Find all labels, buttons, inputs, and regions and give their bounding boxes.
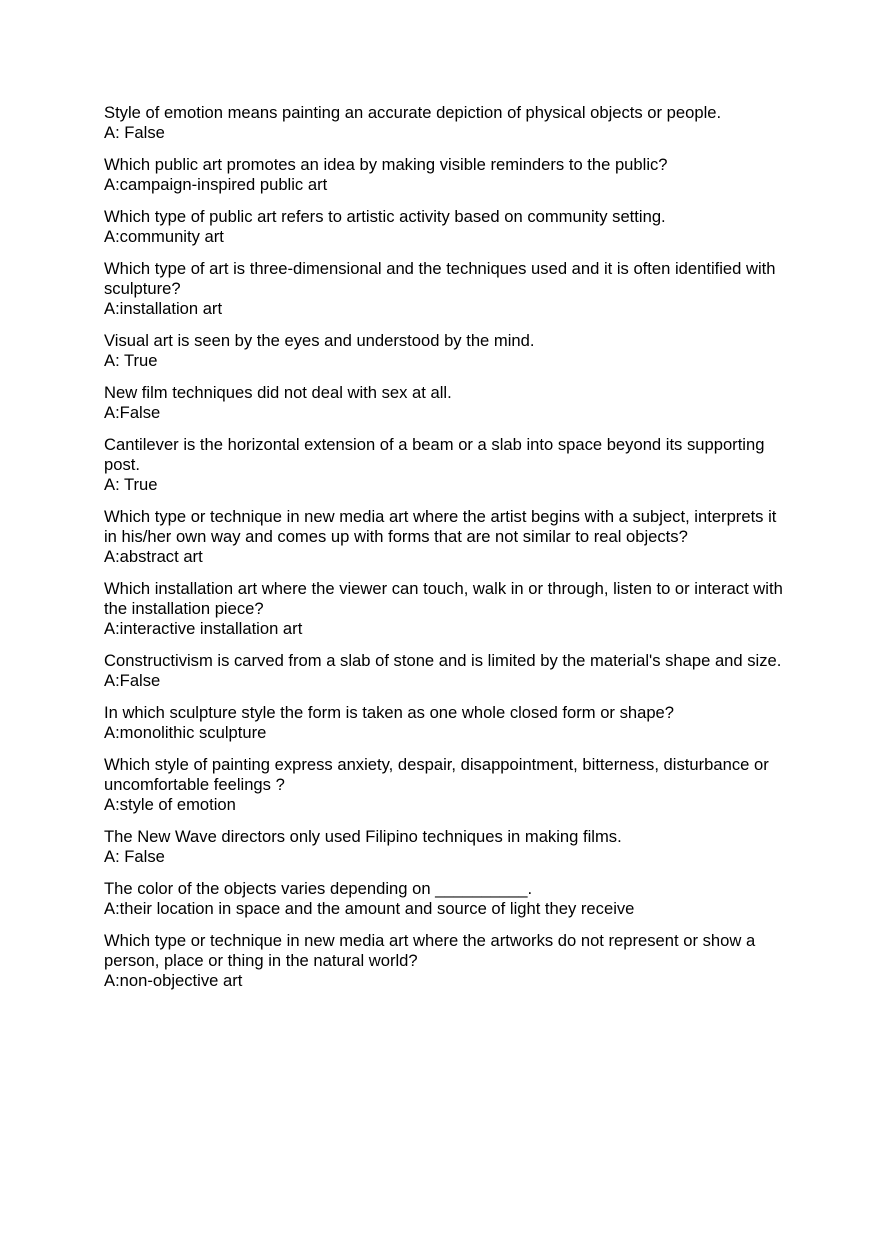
qa-item bbox=[104, 827, 784, 867]
answer-text: A:style of emotion bbox=[104, 795, 236, 815]
qa-item bbox=[104, 879, 784, 919]
qa-item bbox=[104, 207, 784, 247]
question-text: Which type or technique in new media art where the artworks do not represent or show a person, place or thing in the natural world? bbox=[104, 930, 760, 970]
answer-text: A:False bbox=[104, 402, 161, 422]
answer-text: A: True bbox=[104, 351, 158, 371]
question-text: New film techniques did not deal with sex at all. bbox=[104, 382, 452, 402]
question-text: Which public art promotes an idea by making visible reminders to the public? bbox=[104, 154, 668, 174]
answer-text: A:their location in space and the amount and source of light they receive bbox=[104, 899, 635, 918]
qa-list bbox=[104, 103, 788, 1003]
question-text: Cantilever is the horizontal extension of a beam or a slab into space beyond its supporting post. bbox=[104, 434, 770, 474]
answer-text: A:monolithic sculpture bbox=[104, 723, 267, 743]
answer-text: A:installation art bbox=[104, 299, 223, 319]
answer-text: A:abstract art bbox=[104, 547, 203, 567]
answer-text: A: True bbox=[104, 475, 158, 495]
answer-text: A:campaign-inspired public art bbox=[104, 175, 328, 195]
question-text: The New Wave directors only used Filipino techniques in making films. bbox=[104, 826, 622, 846]
qa-item bbox=[104, 155, 784, 195]
qa-item bbox=[104, 651, 784, 691]
answer-text: A:False bbox=[104, 671, 161, 691]
answer-text: A: False bbox=[104, 123, 165, 143]
qa-item bbox=[104, 435, 784, 496]
question-text: Style of emotion means painting an accurate depiction of physical objects or people. bbox=[104, 103, 722, 122]
qa-item bbox=[104, 103, 784, 143]
question-text: Which type of public art refers to artistic activity based on community setting. bbox=[104, 206, 666, 226]
qa-item bbox=[104, 383, 784, 423]
question-text: Which style of painting express anxiety, despair, disappointment, bitterness, disturbance or uncomfortable feelings ? bbox=[104, 754, 774, 794]
question-text: Which type of art is three-dimensional and the techniques used and it is often identified with sculpture? bbox=[104, 258, 781, 298]
question-text: In which sculpture style the form is taken as one whole closed form or shape? bbox=[104, 702, 675, 722]
answer-text: A:non-objective art bbox=[104, 971, 243, 991]
question-text: Constructivism is carved from a slab of stone and is limited by the material's shape and size. bbox=[104, 650, 782, 670]
question-text: Which type or technique in new media art where the artist begins with a subject, interprets it in his/her own way and comes up with forms that are not similar to real objects? bbox=[104, 506, 782, 546]
qa-item bbox=[104, 507, 784, 568]
question-text: The color of the objects varies depending on __________. bbox=[104, 878, 533, 898]
qa-item bbox=[104, 703, 784, 743]
qa-item bbox=[104, 331, 784, 371]
answer-text: A:interactive installation art bbox=[104, 619, 303, 639]
qa-item bbox=[104, 259, 784, 320]
qa-item bbox=[104, 931, 784, 992]
answer-text: A:community art bbox=[104, 227, 224, 247]
question-text: Which installation art where the viewer can touch, walk in or through, listen to or interact with the installation piece? bbox=[104, 578, 788, 619]
question-text: Visual art is seen by the eyes and understood by the mind. bbox=[104, 330, 535, 350]
qa-item bbox=[104, 755, 784, 816]
qa-item bbox=[104, 578, 788, 640]
answer-text: A: False bbox=[104, 847, 165, 867]
